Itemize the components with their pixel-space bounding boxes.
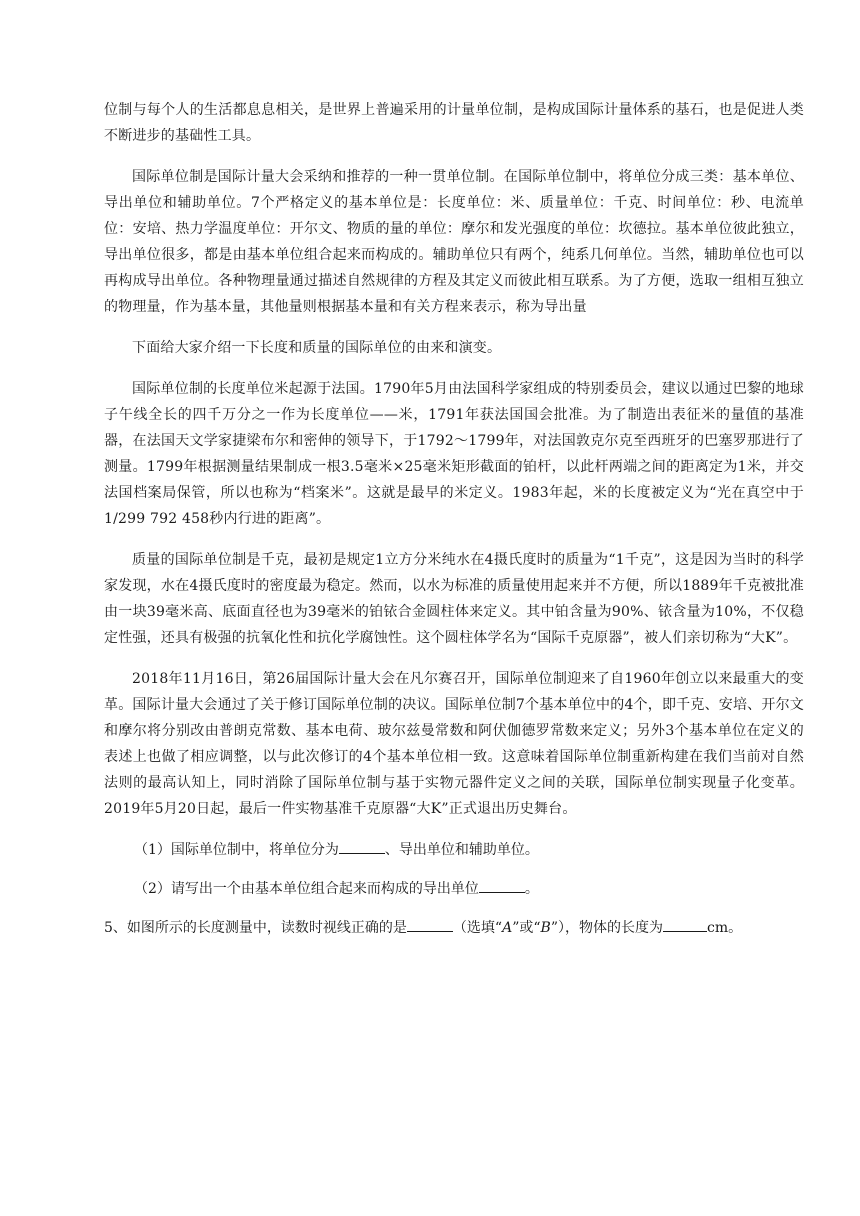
question-5-option-a: A xyxy=(502,920,513,936)
question-2-text-after: 。 xyxy=(524,881,539,897)
question-5-text-middle-2: ”或“ xyxy=(512,920,541,936)
question-5-text-middle-3: ”），物体的长度为 xyxy=(550,920,663,936)
question-2-blank[interactable] xyxy=(479,876,525,893)
paragraph-2018-revision: 2018年11月16日，第26届国际计量大会在凡尔赛召开，国际单位制迎来了自1960年创立以来最重大的变革。国际计量大会通过了关于修订国际单位制的决议。国际单位制7个基本单位中的4个，即千克、安培、开尔文和摩尔将分别改由普朗克常数、基本电荷、玻尔兹曼常数和阿伏伽德罗常数来定义；另外3个基本单位在定义的表述上也做了相应调整，以与此次修订的4个基本单位相一致。这意味着国际单位制重新构建在我们当前对自然法则的最高认知上，同时消除了国际单位制与基于实物元器件定义之间的关联，国际单位制实现量子化变革。2019年5月20日起，最后一件实物基准千克原器“大K”正式退出历史舞台。 xyxy=(104,671,804,817)
question-5-text-middle-1: （选填“ xyxy=(452,920,503,936)
question-2-text-before: （2）请写出一个由基本单位组合起来而构成的导出单位 xyxy=(134,881,479,897)
question-5-blank-sightline[interactable] xyxy=(407,915,453,932)
paragraph-intro-continuation: 位制与每个人的生活都息息相关，是世界上普遍采用的计量单位制，是构成国际计量体系的基石，也是促进人类不断进步的基础性工具。 xyxy=(104,102,804,144)
paragraph-meter-history: 国际单位制的长度单位米起源于法国。1790年5月由法国科学家组成的特别委员会，建议以通过巴黎的地球子午线全长的四千万分之一作为长度单位——米，1791年获法国国会批准。为了制造出表征米的量值的基准器，在法国天文学家捷梁布尔和密伸的领导下，于1792～1799年，对法国敦克尔克至西班牙的巴塞罗那进行了测量。1799年根据测量结果制成一根3.5毫米×25毫米矩形截面的铂杆，以此杆两端之间的距离定为1米，并交法国档案局保管，所以也称为“档案米”。这就是最早的米定义。1983年起，米的长度被定义为“光在真空中于1/299 792 458秒内行进的距离”。 xyxy=(104,381,804,527)
question-2 xyxy=(104,876,804,902)
document-page xyxy=(104,97,804,941)
question-5-unit: cm。 xyxy=(707,920,743,936)
paragraph-si-overview: 国际单位制是国际计量大会采纳和推荐的一种一贯单位制。在国际单位制中，将单位分成三类：基本单位、导出单位和辅助单位。7个严格定义的基本单位是：长度单位：米、质量单位：千克、时间单位：秒、电流单位：安培、热力学温度单位：开尔文、物质的量的单位：摩尔和发光强度的单位：坎德拉。基本单位彼此独立，导出单位很多，都是由基本单位组合起来而构成的。辅助单位只有两个，纯系几何单位。当然，辅助单位也可以再构成导出单位。各种物理量通过描述自然规律的方程及其定义而彼此相互联系。为了方便，选取一组相互独立的物理量，作为基本量，其他量则根据基本量和有关方程来表示，称为导出量 xyxy=(104,169,804,315)
question-5-option-b: B xyxy=(540,920,551,936)
paragraph-kilogram-history: 质量的国际单位制是千克，最初是规定1立方分米纯水在4摄氏度时的质量为“1千克”，这是因为当时的科学家发现，水在4摄氏度时的密度最为稳定。然而，以水为标准的质量使用起来并不方便，所以1889年千克被批准由一块39毫米高、底面直径也为39毫米的铂铱合金圆柱体来定义。其中铂含量为90%、铱含量为10%，不仅稳定性强，还具有极强的抗氧化性和抗化学腐蚀性。这个圆柱体学名为“国际千克原器”，被人们亲切称为“大K”。 xyxy=(104,552,804,646)
question-5 xyxy=(104,915,804,941)
question-1 xyxy=(104,837,804,863)
question-1-text-before: （1）国际单位制中，将单位分为 xyxy=(134,842,339,858)
question-1-text-after: 、导出单位和辅助单位。 xyxy=(384,842,539,858)
paragraph-transition: 下面给大家介绍一下长度和质量的国际单位的由来和演变。 xyxy=(132,340,502,356)
question-1-blank[interactable] xyxy=(339,837,385,854)
question-5-text-before: 5、如图所示的长度测量中，读数时视线正确的是 xyxy=(104,920,407,936)
question-5-blank-length[interactable] xyxy=(663,915,707,932)
